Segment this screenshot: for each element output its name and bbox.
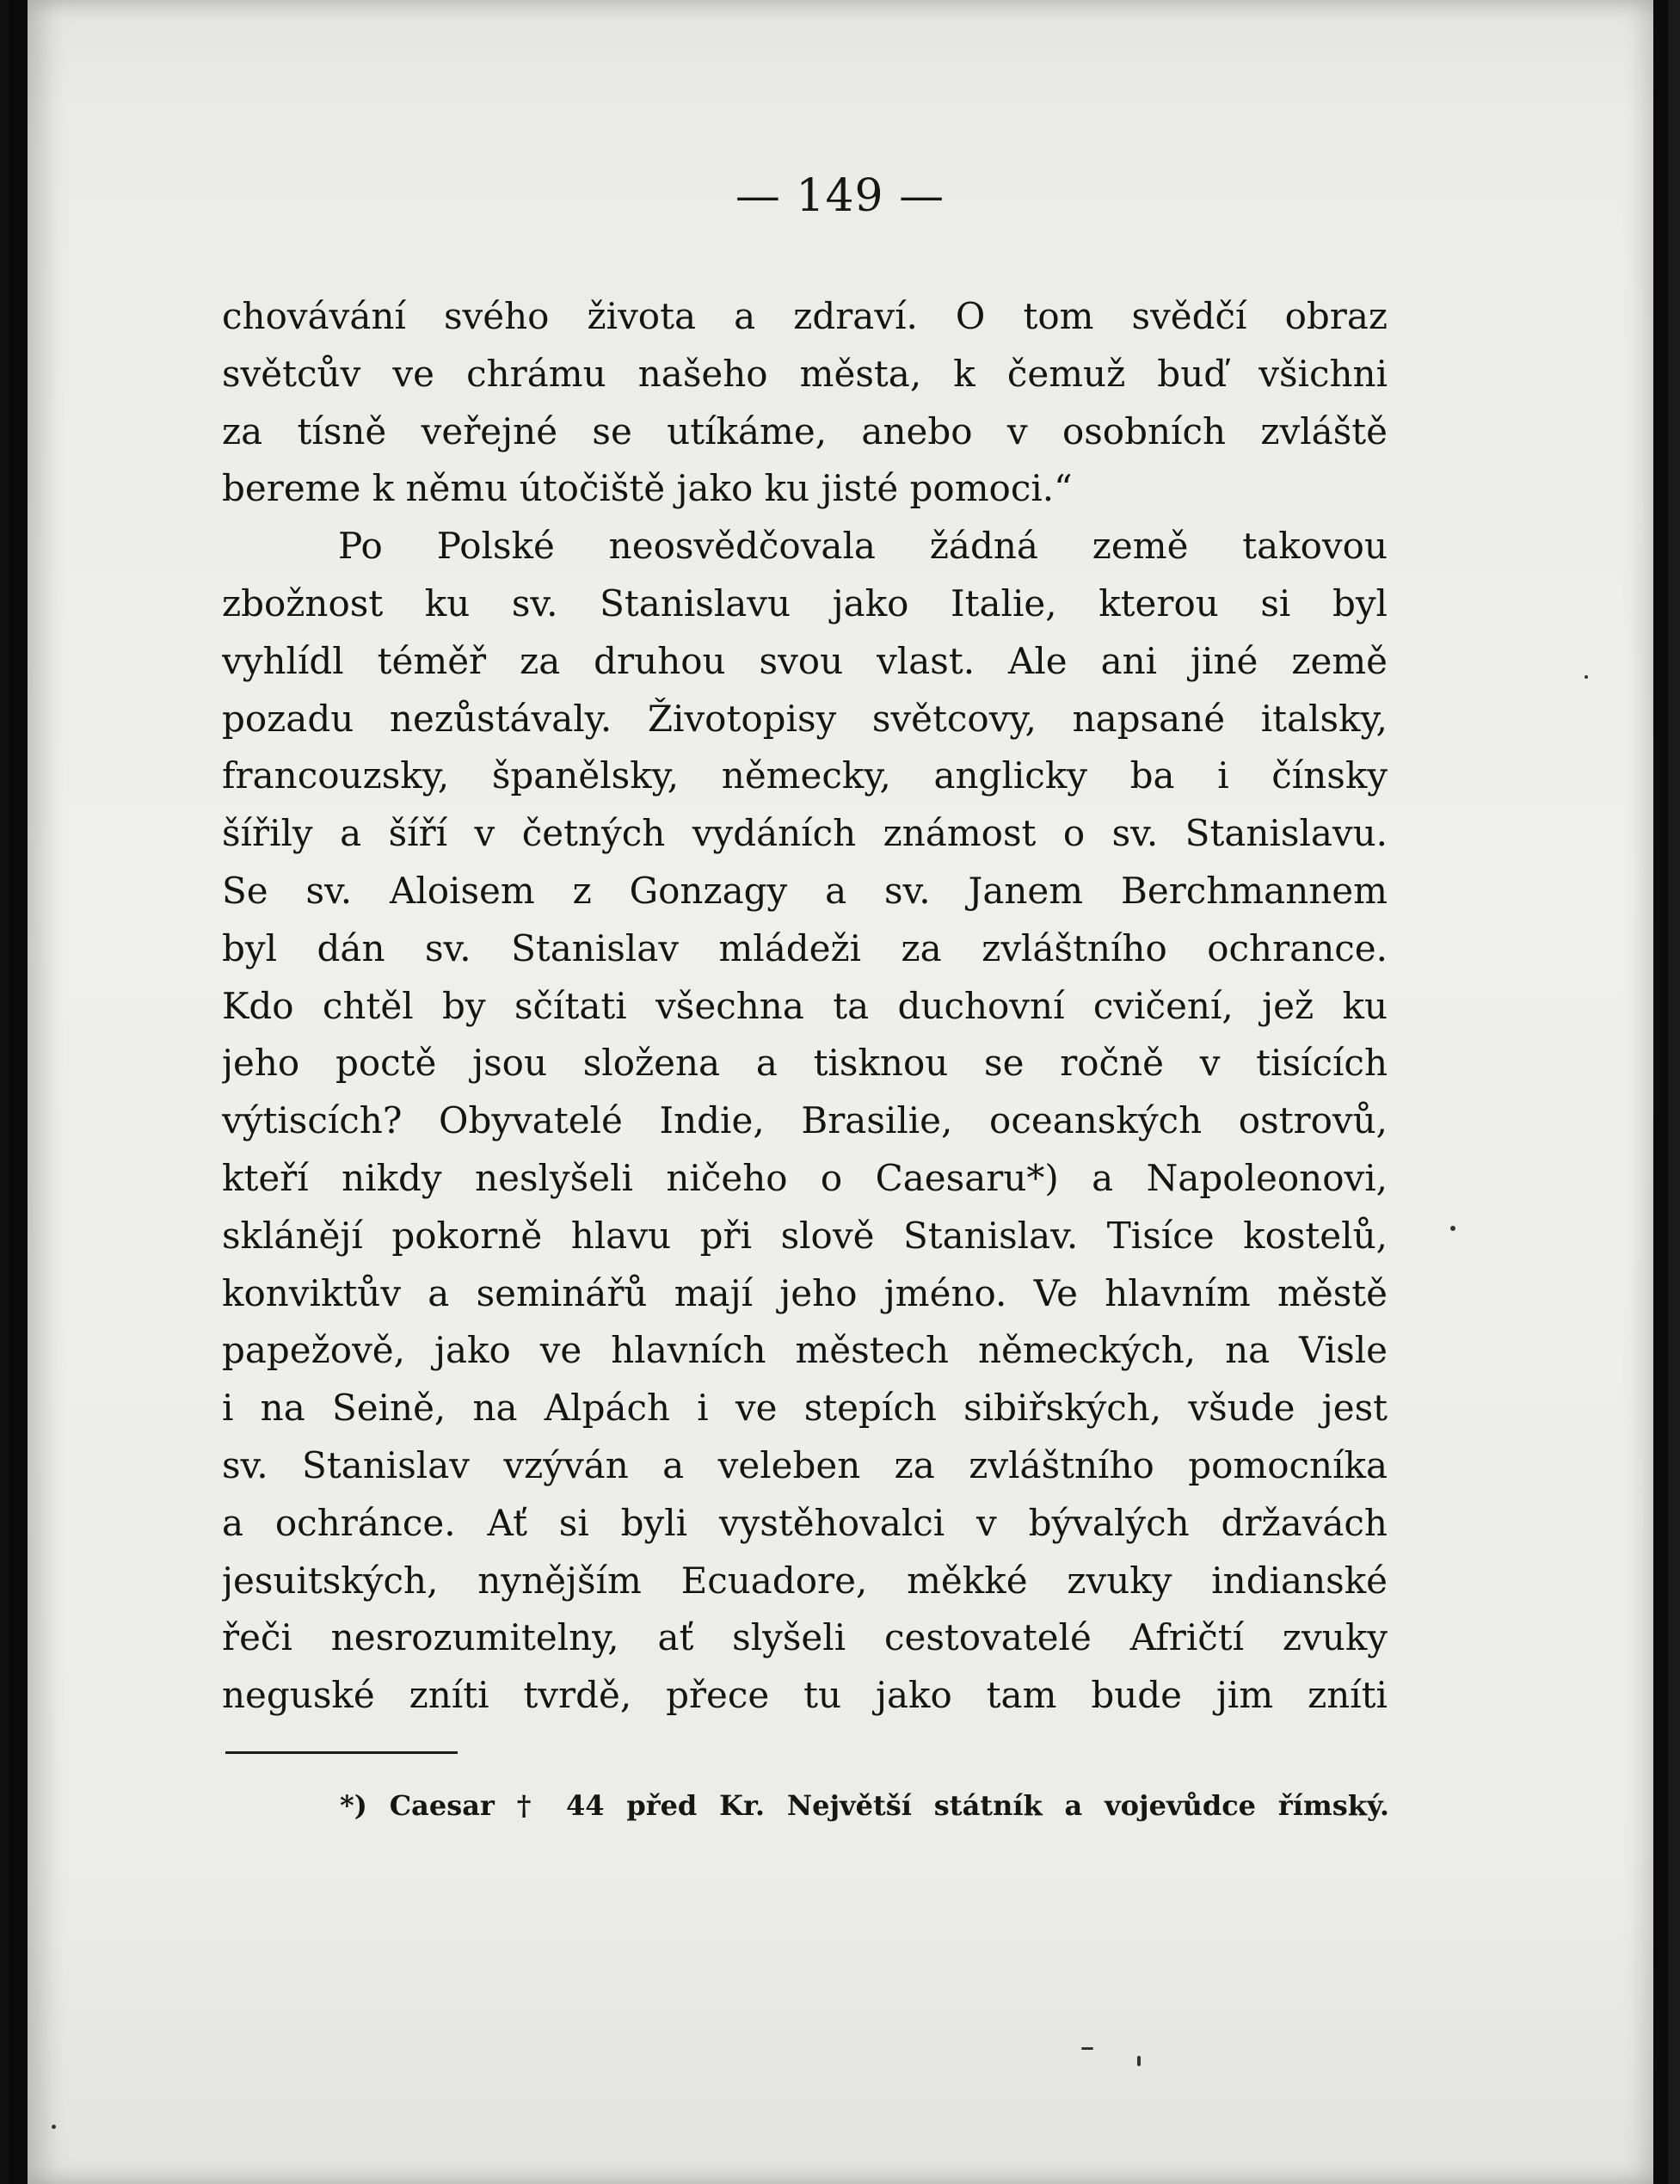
scan-speck (52, 2125, 56, 2129)
text-line: šířily a šíří v četných vydáních známost o sv. Stanislavu. (222, 812, 1388, 855)
scan-speck (1450, 1226, 1455, 1231)
text-line: byl dán sv. Stanislav mládeži za zvláštního ochrance. (222, 926, 1388, 969)
text-line: jesuitských, nynějším Ecuadore, měkké zvuky indianské (222, 1559, 1388, 1602)
text-line: jeho poctě jsou složena a tisknou se ročně v tisících (222, 1042, 1388, 1085)
text-line: výtiscích? Obyvatelé Indie, Brasilie, oceanských ostrovů, (222, 1099, 1388, 1142)
text-line: chovávání svého života a zdraví. O tom svědčí obraz (222, 295, 1388, 337)
text-line: sklánějí pokorně hlavu při slově Stanislav. Tisíce kostelů, (222, 1214, 1388, 1257)
text-line: světcův ve chrámu našeho města, k čemuž buď všichni (222, 352, 1388, 395)
text-line: Po Polské neosvědčovala žádná země takovou (338, 525, 1388, 568)
scan-speck (1585, 675, 1588, 679)
scan-speck (1081, 2047, 1093, 2050)
text-line: neguské zníti tvrdě, přece tu jako tam bude jim zníti (222, 1674, 1388, 1717)
scan-right-edge (1668, 0, 1680, 2184)
text-line: bereme k němu útočiště jako ku jisté pomoci.“ (222, 467, 1073, 510)
text-line: pozadu nezůstávaly. Životopisy světcovy, napsané italsky, (222, 697, 1388, 740)
text-line: sv. Stanislav vzýván a veleben za zvláštního pomocníka (222, 1443, 1388, 1486)
text-line: francouzsky, španělsky, německy, anglicky ba i čínsky (222, 754, 1388, 797)
page-number: — 149 — (735, 170, 945, 222)
text-line: papežově, jako ve hlavních městech německých, na Visle (222, 1329, 1388, 1372)
footnote: *) Caesar † 44 před Kr. Největší státník a vojevůdce římský. (340, 1789, 1389, 1822)
text-line: konviktův a seminářů mají jeho jméno. Ve hlavním městě (222, 1271, 1388, 1314)
text-line: a ochránce. Ať si byli vystěhovalci v bývalých državách (222, 1501, 1388, 1544)
text-line: kteří nikdy neslyšeli ničeho o Caesaru*) a Napoleonovi, (222, 1156, 1388, 1199)
text-line: vyhlídl téměř za druhou svou vlast. Ale ani jiné země (222, 639, 1388, 682)
text-line: zbožnost ku sv. Stanislavu jako Italie, kterou si byl (222, 581, 1388, 624)
text-line: i na Seině, na Alpách i ve stepích sibiřských, všude jest (222, 1387, 1388, 1430)
scan-speck (1137, 2056, 1141, 2066)
footnote-divider (225, 1751, 458, 1754)
text-line: Kdo chtěl by sčítati všechna ta duchovní cvičení, jež ku (222, 984, 1388, 1027)
scan-left-edge (0, 0, 9, 2184)
text-line: Se sv. Aloisem z Gonzagy a sv. Janem Berchmannem (222, 869, 1388, 912)
text-line: řeči nesrozumitelny, ať slyšeli cestovatelé Afričtí zvuky (222, 1616, 1388, 1659)
body-text (222, 288, 1388, 1725)
text-line: za tísně veřejné se utíkáme, anebo v osobních zvláště (222, 409, 1388, 452)
